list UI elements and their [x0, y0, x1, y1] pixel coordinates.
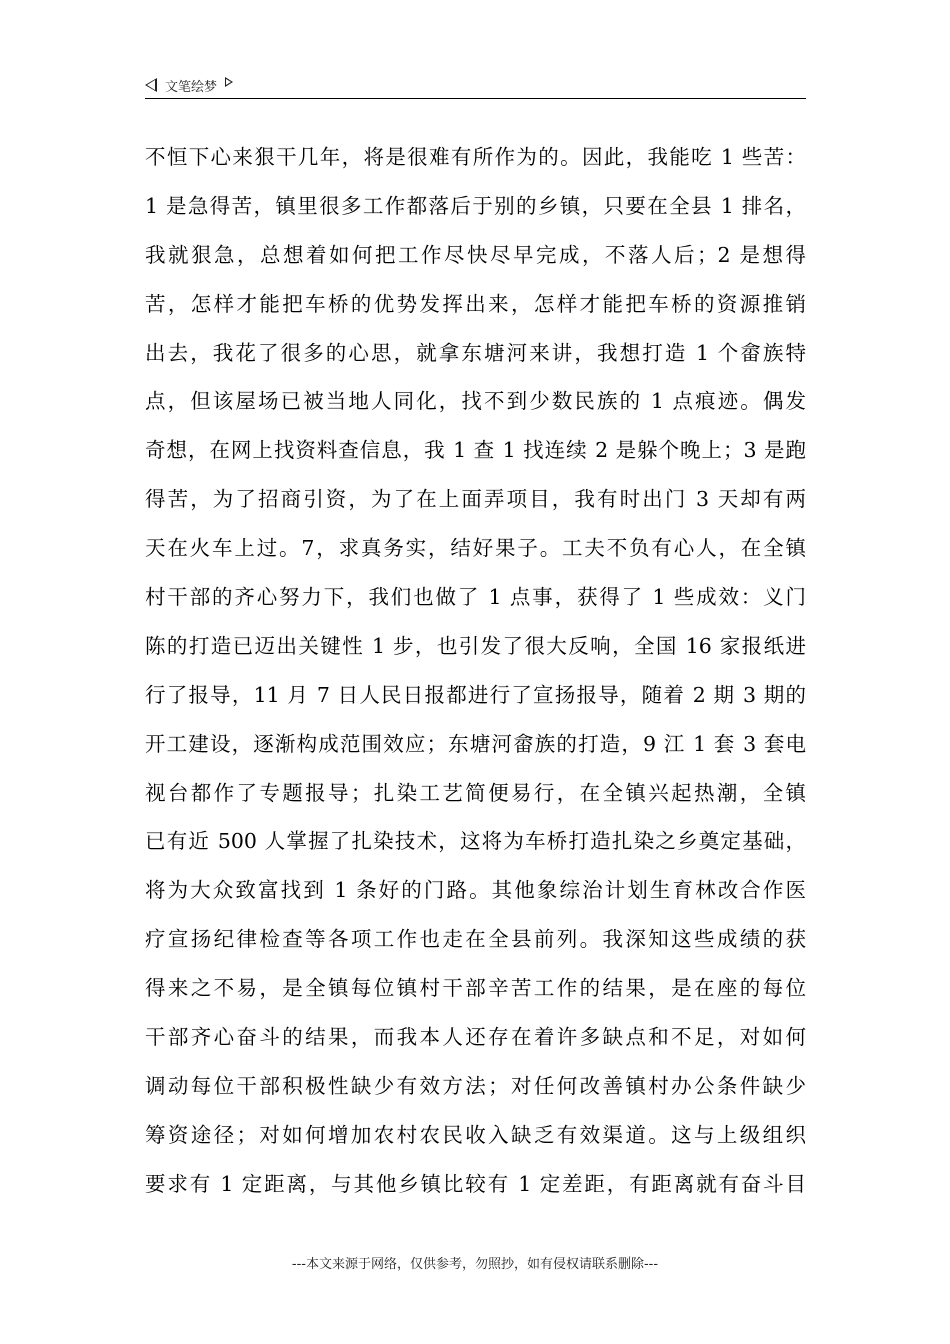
- text-line: 已有近 500 人掌握了扎染技术，这将为车桥打造扎染之乡奠定基础，: [145, 829, 806, 854]
- text-line: 陈的打造已迈出关键性 1 步，也引发了很大反响，全国 16 家报纸进: [145, 633, 806, 658]
- text-line: 得来之不易，是全镇每位镇村干部辛苦工作的结果，是在座的每位: [145, 976, 806, 1001]
- text-line: 村干部的齐心努力下，我们也做了 1 点事，获得了 1 些成效：义门: [145, 585, 806, 610]
- text-line: 得苦，为了招商引资，为了在上面弄项目，我有时出门 3 天却有两: [145, 487, 806, 512]
- triangle-left-icon: [145, 78, 157, 92]
- text-line: 出去，我花了很多的心思，就拿东塘河来讲，我想打造 1 个畲族特: [145, 340, 806, 365]
- text-line: 1 是急得苦，镇里很多工作都落后于别的乡镇，只要在全县 1 排名，: [145, 193, 806, 218]
- footer-notice: ---本文来源于网络，仅供参考，勿照抄，如有侵权请联系删除---: [291, 1257, 659, 1272]
- text-line: 点，但该屋场已被当地人同化，找不到少数民族的 1 点痕迹。偶发: [145, 389, 806, 414]
- text-line: 疗宣扬纪律检查等各项工作也走在全县前列。我深知这些成绩的获: [145, 927, 806, 952]
- text-line: 不恒下心来狠干几年，将是很难有所作为的。因此，我能吃 1 些苦：: [145, 145, 806, 169]
- text-line: 开工建设，逐渐构成范围效应；东塘河畲族的打造，9 江 1 套 3 套电: [145, 731, 806, 756]
- triangle-right-icon: [225, 77, 233, 87]
- text-line: 行了报导，11 月 7 日人民日报都进行了宣扬报导，随着 2 期 3 期的: [145, 682, 806, 707]
- text-line: 奇想，在网上找资料查信息，我 1 查 1 找连续 2 是躲个晚上；3 是跑: [145, 438, 806, 463]
- text-line: 调动每位干部积极性缺少有效方法；对任何改善镇村办公条件缺少: [145, 1073, 806, 1098]
- text-line: 天在火车上过。7，求真务实，结好果子。工夫不负有心人，在全镇: [145, 536, 806, 561]
- header-title: 文笔绘梦: [165, 79, 218, 95]
- document-body: [145, 133, 806, 1209]
- text-line: 苦，怎样才能把车桥的优势发挥出来，怎样才能把车桥的资源推销: [145, 291, 806, 316]
- text-line: 筹资途径；对如何增加农村农民收入缺乏有效渠道。这与上级组织: [145, 1122, 806, 1147]
- text-line: 将为大众致富找到 1 条好的门路。其他象综治计划生育林改合作医: [145, 878, 806, 903]
- page-header: [145, 74, 233, 96]
- header-divider: [145, 98, 806, 99]
- text-line: 干部齐心奋斗的结果，而我本人还存在着许多缺点和不足，对如何: [145, 1025, 806, 1050]
- text-line: 我就狠急，总想着如何把工作尽快尽早完成，不落人后；2 是想得: [145, 242, 806, 267]
- text-line: 视台都作了专题报导；扎染工艺简便易行，在全镇兴起热潮，全镇: [145, 780, 806, 805]
- text-line: 要求有 1 定距离，与其他乡镇比较有 1 定差距，有距离就有奋斗目: [145, 1171, 806, 1196]
